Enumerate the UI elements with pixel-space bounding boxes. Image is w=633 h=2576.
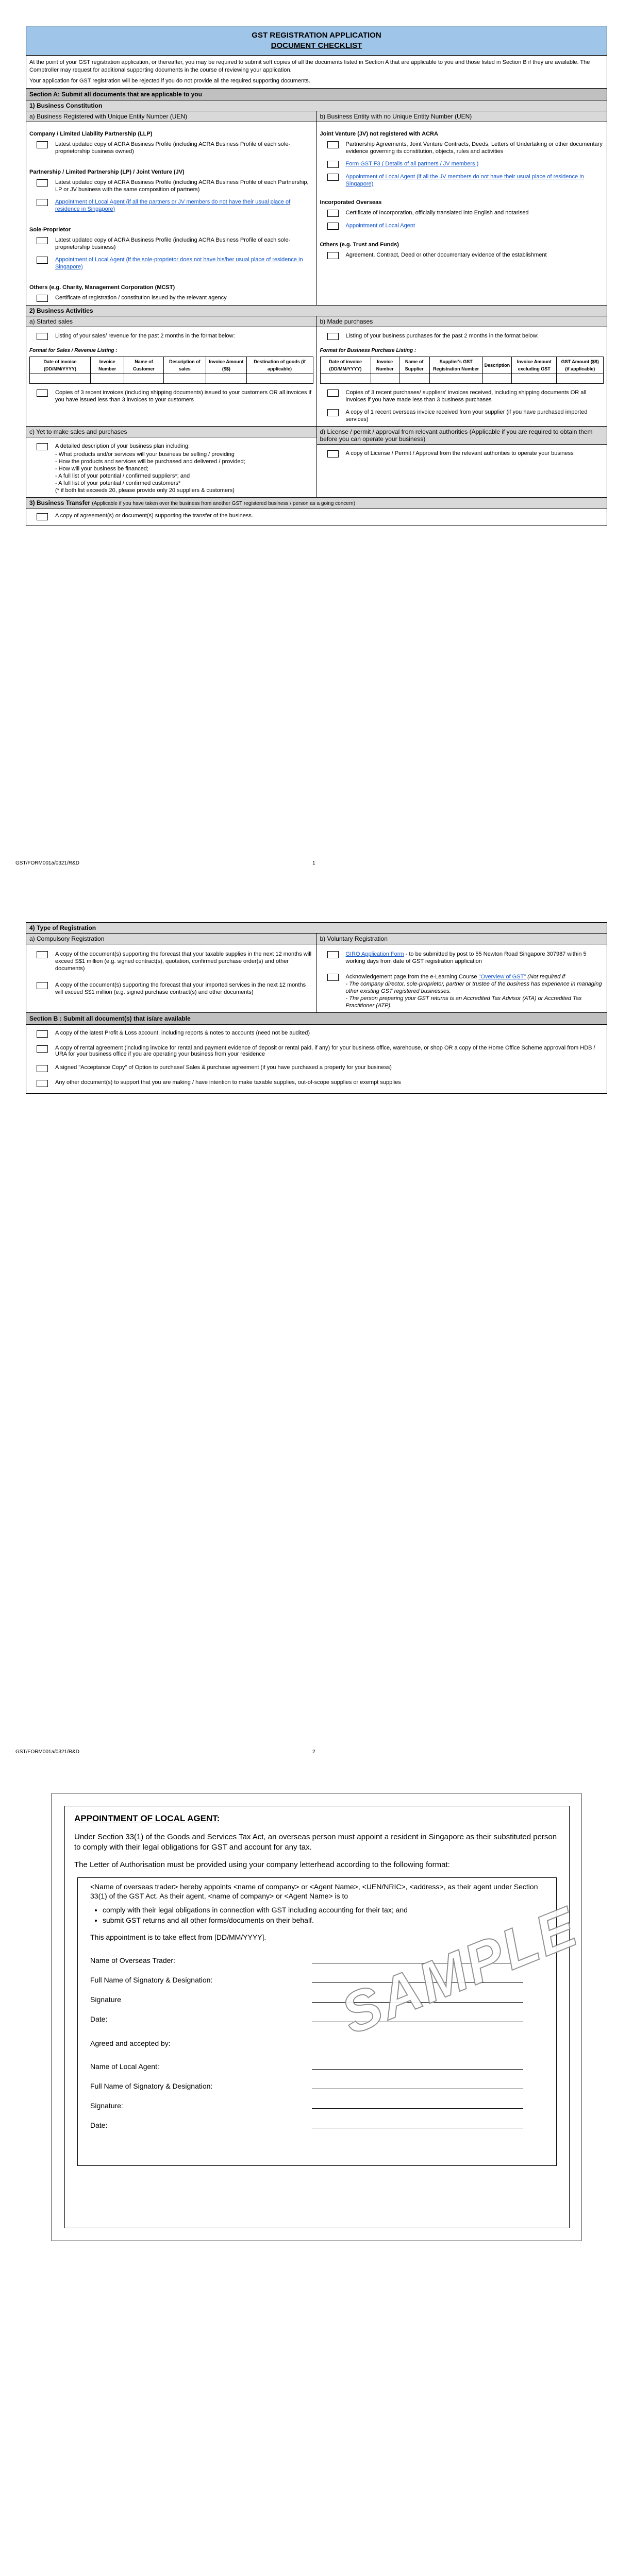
checkbox[interactable]: [37, 295, 48, 302]
checkbox[interactable]: [327, 333, 339, 340]
list-item: - How will your business be financed;: [55, 466, 148, 472]
field-label: Name of Local Agent:: [90, 2062, 159, 2071]
category-label: Incorporated Overseas: [320, 199, 382, 206]
effective-date-text: This appointment is to take effect from [DD/MM/YYYY].: [90, 1933, 266, 1941]
item-text: Latest updated copy of ACRA Business Profile (including ACRA Business Profile of each Partnership, LP or JV business with the same composition of partners): [55, 179, 309, 193]
list-item: - How the products and services will be purchased and delivered / provided;: [55, 459, 245, 465]
item-text: Latest updated copy of ACRA Business Profile (including ACRA Business Profile of each sole-proprietorship business): [55, 237, 291, 250]
list-item: • comply with their legal obligations in connection with GST including accounting for their tax; and: [103, 1905, 544, 1915]
checklist-item: [317, 158, 607, 171]
table-header-cell: Invoice Amount ($$): [206, 357, 246, 374]
made-purchases-column: [317, 316, 607, 426]
checkbox[interactable]: [327, 974, 339, 981]
business-activities-row: [26, 316, 607, 427]
letter-template: [77, 1877, 587, 2166]
appointment-link[interactable]: Appointment of Local Agent (if the sole-proprietor does not have his/her usual place of residence in Singapore): [55, 257, 303, 270]
checklist-item: [26, 327, 316, 343]
item-text: Listing of your business purchases for the past 2 months in the format below:: [345, 333, 539, 339]
table-header-cell: GST Amount ($$) (if applicable): [557, 357, 604, 374]
signature-field: [90, 2005, 544, 2024]
ack-tail: (Not required if: [527, 974, 565, 980]
business-plan-list: [55, 451, 313, 494]
checklist-item: [26, 437, 316, 497]
item-text: A copy of the document(s) supporting the forecast that your imported services in the next 12 months will exceed S$1 million (e.g. signed purchase contract(s) and other documents): [55, 982, 306, 995]
license-head: d) License / permit / approval from relevant authorities (Applicable if you are required to obtain them before you can operate your business): [317, 427, 607, 445]
checklist-item: [26, 139, 316, 158]
item-text: [55, 443, 313, 494]
list-item: • submit GST returns and all other forms/documents on their behalf.: [103, 1915, 544, 1925]
checklist-item: [26, 292, 316, 305]
table-header-cell: Date of invoice (DD/MM/YYYY): [30, 357, 91, 374]
item-text: [346, 951, 604, 965]
footer-code: GST/FORM001a/0321/R&D: [15, 860, 79, 866]
item-text: A copy of 1 recent overseas invoice received from your supplier (if you have purchased imported services): [345, 409, 588, 422]
registration-row: [26, 934, 607, 1013]
ack-note: - The company director, sole-proprietor, partner or trustee of the business has experience in managing other existing GST registered businesses.: [345, 981, 602, 994]
checkbox[interactable]: [327, 174, 339, 181]
form-gst-f3-link[interactable]: Form GST F3 ( Details of all partners / JV members ): [345, 161, 479, 167]
item-text: Latest updated copy of ACRA Business Profile (including ACRA Business Profile of each sole-proprietorship business owned): [55, 141, 291, 155]
category-label: Sole-Proprietor: [29, 227, 71, 233]
item-text: Agreement, Contract, Deed or other documentary evidence of the establishment: [345, 252, 547, 258]
checklist-page-2: [26, 922, 607, 1094]
page-number: 1: [312, 860, 315, 866]
started-sales-column: [26, 316, 317, 426]
checklist-item: [26, 509, 607, 526]
checkbox[interactable]: [37, 982, 48, 989]
table-header-cell: Description of sales: [163, 357, 206, 374]
checklist-item: [26, 1060, 607, 1075]
appointment-outer-frame: [52, 1793, 587, 2241]
ack-note: - The person preparing your GST returns is an Accredited Tax Advisor (ATA) or Accredited Tax Practitioner (ATP).: [345, 995, 582, 1009]
checklist-item: [26, 254, 316, 274]
item-text: [346, 973, 604, 1009]
giro-form-link[interactable]: GIRO Application Form: [345, 951, 404, 957]
intro: [26, 56, 607, 89]
license-column: [317, 427, 607, 497]
checklist-item: [317, 968, 607, 1012]
checklist-item: [317, 445, 607, 461]
table-header-cell: Invoice Amount excluding GST: [512, 357, 557, 374]
checklist-item: [317, 387, 607, 406]
ack-text: Acknowledgement page from the e-Learning Course: [345, 974, 477, 980]
checkbox[interactable]: [37, 141, 48, 148]
no-uen-column: [317, 111, 607, 305]
section-a-header: Section A: Submit all documents that are applicable to you: [26, 89, 607, 100]
appointment-link[interactable]: Appointment of Local Agent: [345, 223, 415, 229]
checkbox[interactable]: [37, 513, 48, 520]
item-text: A copy of the document(s) supporting the forecast that your taxable supplies in the next 12 months will exceed S$1 million (e.g. signed contract(s), quotation, confirmed purchase order(s) and other documents): [55, 951, 312, 972]
letter-bullets: [103, 1905, 544, 1925]
checklist-item: [317, 406, 607, 426]
purchase-format-table: [320, 357, 604, 384]
uen-column-head: a) Business Registered with Unique Entity Number (UEN): [26, 111, 316, 122]
checkbox[interactable]: [327, 252, 339, 259]
item-text: A copy of rental agreement (including invoice for rental and payment evidence of deposit or rental paid, if any) for your business office, warehouse, or shop OR a copy of the Home Office Scheme approval from HDB / URA for your business office if you are operating your business from your residence: [55, 1045, 595, 1057]
field-label: Date:: [90, 2121, 108, 2129]
checkbox[interactable]: [327, 409, 339, 416]
appointment-link[interactable]: Appointment of Local Agent (if all the JV members do not have their usual place of residence in Singapore): [345, 174, 584, 187]
purchase-format-title: Format for Business Purchase Listing :: [320, 348, 417, 353]
table-header-cell: Invoice Number: [371, 357, 399, 374]
checkbox[interactable]: [37, 199, 48, 206]
table-header-cell: Name of Supplier: [399, 357, 429, 374]
list-item: (* if both list exceeds 20, please provide only 20 suppliers & customers): [55, 487, 235, 494]
page-title: GST REGISTRATION APPLICATION: [252, 31, 381, 40]
appointment-p1: Under Section 33(1) of the Goods and Services Tax Act, an overseas person must appoint a resident in Singapore as their substituted person to comply with their legal obligations for GST and account for any tax.: [74, 1833, 557, 1852]
yet-to-sell-head: c) Yet to make sales and purchases: [26, 427, 316, 437]
checklist-item: [26, 1075, 607, 1093]
list-item: - A full list of your potential / confirmed suppliers*; and: [55, 473, 190, 479]
voluntary-column: [317, 934, 607, 1012]
business-transfer-note: (Applicable if you have taken over the business from another GST registered business / person as a going concern): [92, 501, 356, 506]
voluntary-head: b) Voluntary Registration: [317, 934, 607, 944]
item-text: Copies of 3 recent invoices (including shipping documents) issued to your customers OR all invoices if you have issued less than 3 invoices to your customers: [55, 389, 312, 403]
no-uen-column-head: b) Business Entity with no Unique Entity Number (UEN): [317, 111, 607, 122]
item-text: A signed "Acceptance Copy" of Option to purchase/ Sales & purchase agreement (if you have purchased a property for your business): [55, 1064, 392, 1071]
checklist-item: [26, 177, 316, 196]
checklist-item: [26, 196, 316, 216]
checklist-item: [317, 207, 607, 220]
field-label: Signature:: [90, 2102, 123, 2110]
checkbox[interactable]: [327, 210, 339, 217]
compulsory-head: a) Compulsory Registration: [26, 934, 316, 944]
checkbox[interactable]: [327, 161, 339, 168]
uen-column: [26, 111, 317, 305]
sales-format-table: [29, 357, 313, 384]
table-header-cell: Supplier's GST Registration Number: [429, 357, 482, 374]
yet-license-row: [26, 427, 607, 498]
checklist-item: [317, 944, 607, 968]
appointment-p2: The Letter of Authorisation must be provided using your company letterhead according to the following format:: [74, 1860, 450, 1869]
letter-paragraph: <Name of overseas trader> hereby appoints <name of company> or <Agent Name>, <UEN/NRIC>, <address>, as their agent under Section 33(1) of the GST Act. As their agent, <name of company> or <Agent Name> is to: [90, 1883, 538, 1900]
overview-gst-link[interactable]: "Overview of GST": [478, 974, 526, 980]
field-label: Name of Overseas Trader:: [90, 1956, 175, 1964]
checklist-item: [317, 171, 607, 191]
table-header-cell: Description: [482, 357, 512, 374]
checklist-item: [26, 1041, 607, 1060]
intro-p2: Your application for GST registration will be rejected if you do not provide all the required supporting documents.: [29, 78, 310, 84]
checklist-item: [317, 327, 607, 343]
checkbox[interactable]: [37, 389, 48, 397]
checkbox[interactable]: [327, 389, 339, 397]
field-line[interactable]: [312, 2069, 523, 2070]
checklist-item: [317, 249, 607, 262]
checkbox[interactable]: [37, 333, 48, 340]
checklist-item: [26, 944, 316, 975]
table-header-cell: Date of invoice (DD/MM/YYYY): [320, 357, 371, 374]
page-number: 2: [312, 1749, 315, 1755]
field-label: Full Name of Signatory & Designation:: [90, 2082, 213, 2090]
business-constitution-row: [26, 111, 607, 306]
business-transfer-label: 3) Business Transfer: [29, 499, 91, 506]
checkbox[interactable]: [327, 141, 339, 148]
signature-field: [90, 2111, 544, 2130]
business-constitution-header: 1) Business Constitution: [26, 100, 607, 111]
business-activities-header: 2) Business Activities: [26, 306, 607, 316]
item-text: Listing of your sales/ revenue for the past 2 months in the format below:: [55, 333, 235, 339]
checklist-item: [26, 975, 316, 999]
field-label: Signature: [90, 1995, 121, 2004]
field-label: Date:: [90, 2015, 108, 2023]
type-of-registration-header: 4) Type of Registration: [26, 923, 607, 934]
checkbox[interactable]: [37, 179, 48, 187]
checklist-item: [317, 139, 607, 158]
checkbox[interactable]: [37, 1045, 48, 1053]
category-label: Company / Limited Liability Partnership (LLP): [29, 131, 153, 137]
intro-p1: At the point of your GST registration application, or thereafter, you may be required to submit soft copies of all the documents listed in Section A that are applicable to you and those listed in Section B if they are available. The Comptroller may request for additional supporting documents in the course of reviewing your application.: [29, 59, 590, 73]
checklist-item: [26, 1025, 607, 1041]
business-transfer-header: [26, 498, 607, 509]
appointment-panel: [64, 1806, 587, 2228]
checkbox[interactable]: [37, 237, 48, 244]
checkbox[interactable]: [37, 443, 48, 450]
signature-field: [90, 2091, 544, 2111]
title-band: [26, 26, 607, 56]
business-plan-intro: A detailed description of your business plan including:: [55, 443, 190, 449]
yet-to-sell-column: [26, 427, 317, 497]
list-item: - A full list of your potential / confirmed customers*: [55, 480, 181, 486]
checklist-page-1: [26, 26, 607, 526]
item-text: Partnership Agreements, Joint Venture Contracts, Deeds, Letters of Undertaking or other documentary evidence governing its constitution, objects, rules and activities: [345, 141, 603, 155]
item-text: Certificate of registration / constitution issued by the relevant agency: [55, 295, 227, 301]
checkbox[interactable]: [37, 1030, 48, 1038]
table-header-cell: Destination of goods (if applicable): [246, 357, 313, 374]
footer-code: GST/FORM001a/0321/R&D: [15, 1749, 79, 1755]
checkbox[interactable]: [327, 951, 339, 958]
section-b-header: Section B : Submit all document(s) that is/are available: [26, 1013, 607, 1025]
category-label: Others (e.g. Charity, Management Corporation (MCST): [29, 284, 175, 291]
category-label: Partnership / Limited Partnership (LP) / Joint Venture (JV): [29, 169, 185, 175]
item-text: Copies of 3 recent purchases/ suppliers' invoices received, including shipping documents OR all invoices if you have made less than 3 business purchases: [345, 389, 587, 403]
sales-format-title: Format for Sales / Revenue Listing :: [29, 348, 118, 353]
field-line[interactable]: [312, 2108, 523, 2109]
item-text: A copy of the latest Profit & Loss account, including reports & notes to accounts (need not be audited): [55, 1030, 310, 1036]
category-label: Others (e.g. Trust and Funds): [320, 242, 399, 248]
made-purchases-head: b) Made purchases: [317, 316, 607, 327]
category-label: Joint Venture (JV) not registered with ACRA: [320, 131, 438, 137]
field-label: Full Name of Signatory & Designation:: [90, 1976, 213, 1984]
field-line[interactable]: [312, 2088, 523, 2089]
appointment-link[interactable]: Appointment of Local Agent (if all the partners or JV members do not have their usual place of residence in Singapore): [55, 199, 291, 212]
checkbox[interactable]: [37, 257, 48, 264]
item-text: Any other document(s) to support that you are making / have intention to make taxable supplies, out-of-scope supplies or exempt supplies: [55, 1079, 401, 1086]
item-text: Certificate of Incorporation, officially translated into English and notarised: [345, 210, 529, 216]
field-line[interactable]: [312, 2127, 523, 2128]
item-text: A copy of License / Permit / Approval from the relevant authorities to operate your business: [345, 450, 574, 456]
appointment-title: APPOINTMENT OF LOCAL AGENT:: [74, 1814, 220, 1823]
started-sales-head: a) Started sales: [26, 316, 316, 327]
checkbox[interactable]: [327, 450, 339, 457]
agreed-text: Agreed and accepted by:: [90, 2039, 171, 2047]
checklist-item: [317, 220, 607, 233]
table-header-cell: Invoice Number: [91, 357, 124, 374]
signature-field: [90, 2072, 544, 2091]
list-item: - What products and/or services will your business be selling / providing: [55, 451, 235, 457]
giro-form-text: - to be submitted by post to 55 Newton Road Singapore 307987 within 5 working days from date of GST registration application: [345, 951, 587, 964]
checkbox[interactable]: [37, 951, 48, 958]
checklist-item: [26, 387, 316, 406]
checkbox[interactable]: [37, 1080, 48, 1087]
checkbox[interactable]: [327, 223, 339, 230]
page-subtitle: DOCUMENT CHECKLIST: [271, 41, 362, 50]
sample-watermark: SAMPLE: [332, 1894, 587, 2046]
item-text: A copy of agreement(s) or document(s) supporting the transfer of the business.: [55, 513, 253, 519]
signature-field: [90, 2052, 544, 2072]
checklist-item: [26, 234, 316, 254]
table-header-cell: Name of Customer: [124, 357, 163, 374]
checkbox[interactable]: [37, 1065, 48, 1072]
compulsory-column: [26, 934, 317, 1012]
